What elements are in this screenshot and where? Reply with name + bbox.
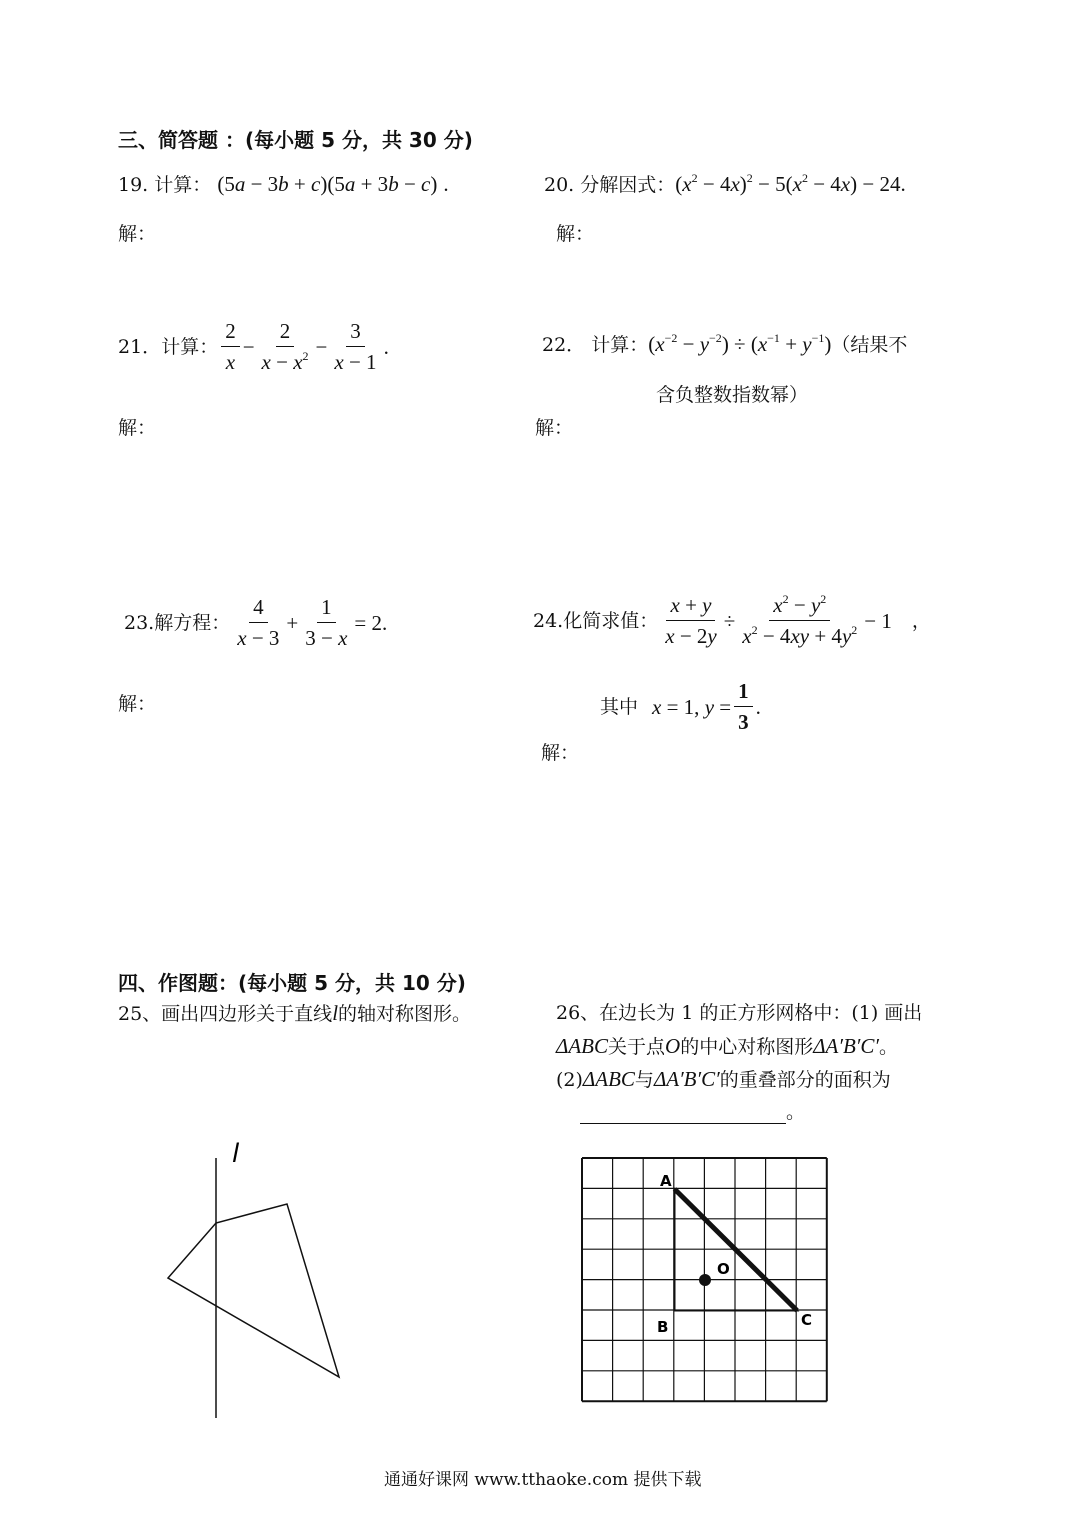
label-b: B <box>657 1318 669 1336</box>
q26-blank-end: 。 <box>786 1101 806 1123</box>
q24-number: 24. <box>533 609 564 632</box>
q22-number: 22． <box>542 334 586 356</box>
q23-answer-label: 解： <box>118 693 157 715</box>
q22-note-2: 含负整数指数幂） <box>656 384 809 406</box>
q21-expression: $\frac{2}{x}$ − $\frac{2}{x - x^2}$ − $\frac{3}{x - 1}$ <box>218 318 383 375</box>
q22-expression: $(x^{-2} - y^{-2}) \div (x^{-1} + y^{-1})$ <box>648 331 832 356</box>
q23-expression: $\frac{4}{x - 3}$ + $\frac{1}{3 - x}$ = 2 <box>237 595 383 650</box>
q26-point-o: O <box>665 1034 681 1058</box>
quadrilateral <box>168 1204 339 1377</box>
q26-line-2 <box>556 1034 898 1059</box>
q24-period: . <box>755 694 761 719</box>
q19-period: . <box>443 172 449 196</box>
q23-period: . <box>382 610 388 635</box>
q26-text-area: 的重叠部分的面积为 <box>719 1069 891 1091</box>
question-22 <box>542 332 907 357</box>
q26-triangle-image-2: ΔA′B′C′ <box>653 1067 720 1091</box>
section-3-title: 三、简答题 ：(每小题 5 分，共 30 分) <box>118 128 473 152</box>
q26-text-about: 关于点 <box>608 1036 666 1058</box>
figure-26-grid <box>570 1148 840 1413</box>
line-l-label: l <box>232 1139 240 1169</box>
q22-label: 计算： <box>591 334 649 356</box>
point-o <box>699 1274 711 1286</box>
q24-answer-label: 解： <box>541 742 580 764</box>
q20-answer-label: 解： <box>556 223 595 245</box>
q21-label: 计算： <box>161 335 219 358</box>
q19-label: 计算： <box>154 174 212 196</box>
question-19 <box>118 172 449 197</box>
q26-triangle-abc-2: ΔABC <box>582 1067 635 1091</box>
q26-answer-blank[interactable] <box>580 1103 786 1124</box>
label-o: O <box>717 1260 730 1278</box>
q24-condition-label: 其中 <box>600 695 639 718</box>
q22-answer-label: 解： <box>535 417 574 439</box>
q25-text-b: 的轴对称图形。 <box>338 1003 472 1025</box>
q26-part-2: (2) <box>556 1069 583 1091</box>
q23-number: 23. <box>124 611 155 634</box>
figure-25-quadrilateral <box>150 1130 370 1430</box>
page-footer: 通通好课网 www.tthaoke.com 提供下载 <box>384 1470 702 1490</box>
question-24 <box>533 592 931 649</box>
q24-condition <box>600 678 761 735</box>
label-a: A <box>660 1172 672 1190</box>
q20-expression: $(x^2 - 4x)^2 - 5(x^2 - 4x) - 24$ <box>675 171 901 196</box>
q20-label: 分解因式： <box>580 174 676 196</box>
q21-period: . <box>383 334 389 359</box>
q20-period: . <box>900 172 906 196</box>
q25-text-a: 25、画出四边形关于直线 <box>118 1003 333 1025</box>
q20-number: 20. <box>544 174 575 196</box>
question-25 <box>118 1001 471 1026</box>
q24-condition-values: x = 1, y = $\frac{1}{3}$ <box>652 678 756 735</box>
q25-variable: l <box>332 1001 339 1025</box>
q24-expression: $\frac{x + y}{x - 2y}$ ÷ $\frac{x^2 - y^2}{x^2 - 4xy + 4y^2}$ − 1 <box>665 592 892 648</box>
question-23 <box>124 594 387 651</box>
q24-comma: ， <box>911 609 931 632</box>
q26-text-and: 与 <box>634 1069 654 1091</box>
q23-label: 解方程： <box>154 611 231 634</box>
q26-answer-blank-row <box>580 1100 805 1124</box>
q26-line-1: 26、在边长为 1 的正方形网格中：(1) 画出 <box>556 1002 923 1024</box>
q26-triangle-image: ΔA′B′C′ <box>813 1034 879 1058</box>
q26-text-symmetric: 的中心对称图形 <box>680 1036 814 1058</box>
q19-answer-label: 解： <box>118 223 157 245</box>
question-20 <box>544 172 906 197</box>
q21-answer-label: 解： <box>118 417 157 439</box>
q19-number: 19. <box>118 174 149 196</box>
q21-number: 21． <box>118 335 162 358</box>
question-21 <box>118 318 389 375</box>
section-4-title: 四、作图题：(每小题 5 分，共 10 分) <box>118 971 466 995</box>
q26-triangle-abc: ΔABC <box>556 1034 608 1058</box>
q19-expression: (5a − 3b + c)(5a + 3b − c) <box>217 172 438 196</box>
q22-note-1: （结果不 <box>831 334 908 356</box>
q24-label: 化简求值： <box>563 609 659 632</box>
q26-line-3 <box>556 1067 891 1092</box>
q26-line-2-end: 。 <box>878 1036 898 1058</box>
label-c: C <box>801 1311 813 1329</box>
